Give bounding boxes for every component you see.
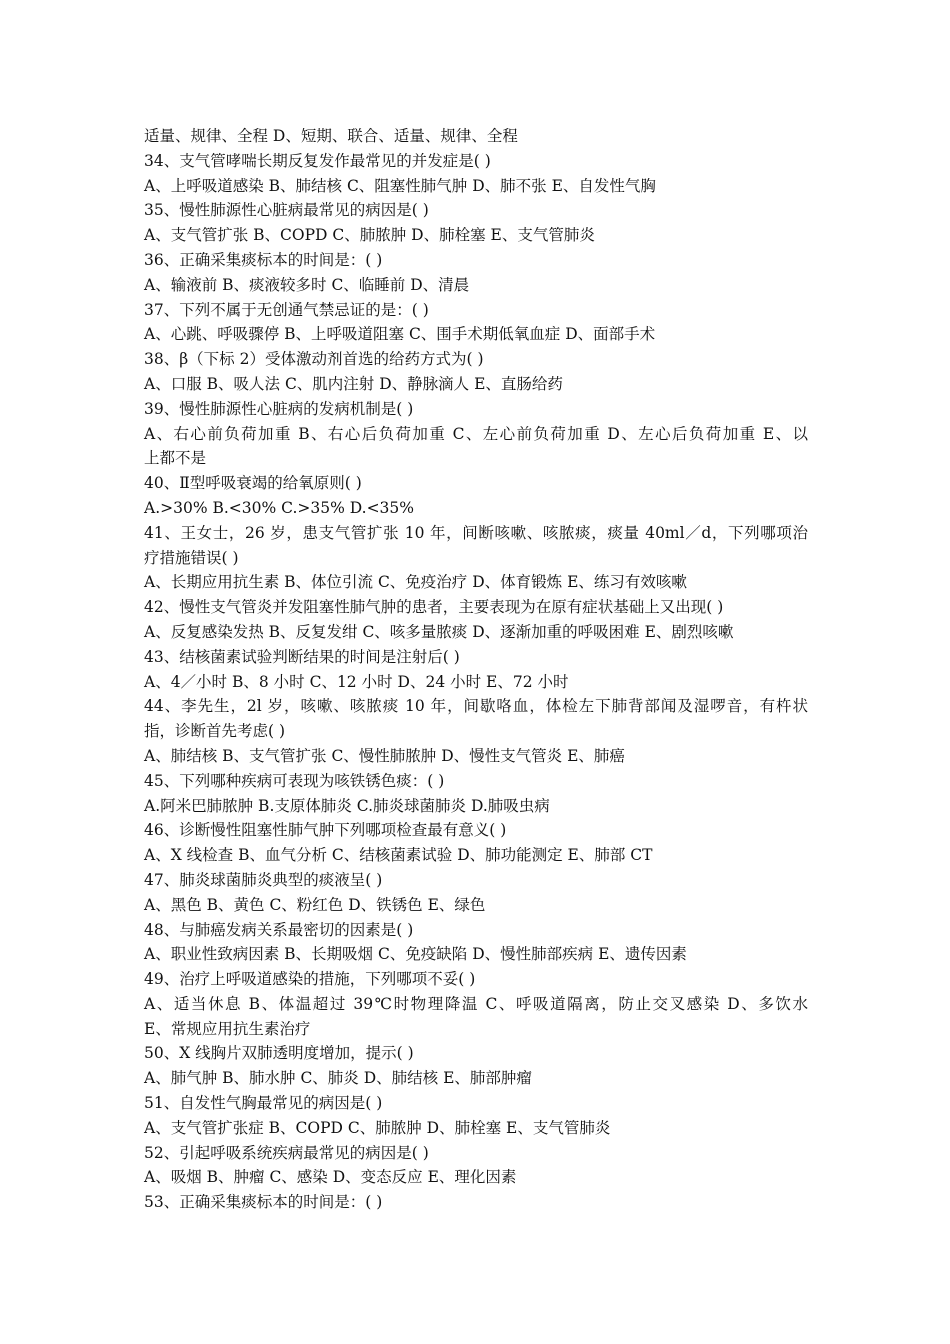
- text-line: A、职业性致病因素 B、长期吸烟 C、免疫缺陷 D、慢性肺部疾病 E、遗传因素: [144, 945, 687, 964]
- text-line: 40、Ⅱ型呼吸衰竭的给氧原则( ): [144, 474, 362, 493]
- text-line: 35、慢性肺源性心脏病最常见的病因是( ): [144, 201, 429, 220]
- text-line: A、输液前 B、痰液较多时 C、临睡前 D、清晨: [144, 275, 470, 294]
- text-line: A.阿米巴肺脓肿 B.支原体肺炎 C.肺炎球菌肺炎 D.肺吸虫病: [144, 796, 550, 815]
- text-line: 41、王女士，26 岁，患支气管扩张 10 年，间断咳嗽、咳脓痰，痰量 40ml／d，下列哪项治: [144, 523, 808, 542]
- text-line: 51、自发性气胸最常见的病因是( ): [144, 1094, 383, 1113]
- text-line: 36、正确采集痰标本的时间是：( ): [144, 250, 383, 269]
- document-body: [144, 124, 808, 1215]
- text-line: A、口服 B、吸人法 C、肌内注射 D、静脉滴人 E、直肠给药: [144, 374, 563, 393]
- text-line: 39、慢性肺源性心脏病的发病机制是( ): [144, 399, 414, 418]
- text-line: 52、引起呼吸系统疾病最常见的病因是( ): [144, 1143, 429, 1162]
- text-line: 43、结核菌素试验判断结果的时间是注射后( ): [144, 647, 460, 666]
- text-line: A、黑色 B、黄色 C、粉红色 D、铁锈色 E、绿色: [144, 895, 486, 914]
- text-line: A、适当休息 B、体温超过 39℃时物理降温 C、呼吸道隔离，防止交叉感染 D、多饮水: [144, 994, 808, 1013]
- text-line: 34、支气管哮喘长期反复发作最常见的并发症是( ): [144, 151, 491, 170]
- text-line: 50、X 线胸片双肺透明度增加，提示( ): [144, 1044, 414, 1063]
- text-line: A、支气管扩张症 B、COPD C、肺脓肿 D、肺栓塞 E、支气管肺炎: [144, 1118, 611, 1137]
- text-line: 上都不是: [144, 449, 207, 468]
- text-line: A、反复感染发热 B、反复发绀 C、咳多量脓痰 D、逐渐加重的呼吸困难 E、剧烈咳嗽: [144, 622, 734, 641]
- text-line: 38、β（下标 2）受体激动剂首选的给药方式为( ): [144, 350, 484, 369]
- text-line: 适量、规律、全程 D、短期、联合、适量、规律、全程: [144, 127, 518, 145]
- text-line: E、常规应用抗生素治疗: [144, 1019, 311, 1038]
- text-line: A、上呼吸道感染 B、肺结核 C、阻塞性肺气肿 D、肺不张 E、自发性气胸: [144, 176, 656, 195]
- text-line: 37、下列不属于无创通气禁忌证的是：( ): [144, 300, 429, 319]
- text-line: A、4／小时 B、8 小时 C、12 小时 D、24 小时 E、72 小时: [144, 672, 569, 691]
- text-line: 疗措施错误( ): [144, 548, 239, 567]
- text-line: 48、与肺癌发病关系最密切的因素是( ): [144, 920, 414, 939]
- text-line: 46、诊断慢性阻塞性肺气肿下列哪项检查最有意义( ): [144, 821, 507, 840]
- text-line: 47、肺炎球菌肺炎典型的痰液呈( ): [144, 870, 383, 889]
- text-line: 44、李先生，2l 岁，咳嗽、咳脓痰 10 年，间歇咯血，体检左下肺背部闻及湿啰音，有杵状: [144, 697, 808, 716]
- text-line: 42、慢性支气管炎并发阻塞性肺气肿的患者，主要表现为在原有症状基础上又出现( ): [144, 598, 724, 617]
- text-line: A、X 线检查 B、血气分析 C、结核菌素试验 D、肺功能测定 E、肺部 CT: [144, 846, 653, 865]
- text-line: A、吸烟 B、肿瘤 C、感染 D、变态反应 E、理化因素: [144, 1168, 517, 1187]
- text-line: A、肺气肿 B、肺水肿 C、肺炎 D、肺结核 E、肺部肿瘤: [144, 1069, 532, 1088]
- text-line: A、长期应用抗生素 B、体位引流 C、免疫治疗 D、体育锻炼 E、练习有效咳嗽: [144, 573, 687, 592]
- text-line: 45、下列哪种疾病可表现为咳铁锈色痰：( ): [144, 771, 445, 790]
- text-line: 49、治疗上呼吸道感染的措施，下列哪项不妥( ): [144, 970, 476, 989]
- text-line: 53、正确采集痰标本的时间是：( ): [144, 1193, 383, 1212]
- text-line: A、右心前负荷加重 B、右心后负荷加重 C、左心前负荷加重 D、左心后负荷加重 E、以: [144, 424, 808, 443]
- text-line: A、心跳、呼吸骤停 B、上呼吸道阻塞 C、围手术期低氧血症 D、面部手术: [144, 325, 656, 344]
- text-line: 指，诊断首先考虑( ): [144, 722, 286, 741]
- text-line: A、支气管扩张 B、COPD C、肺脓肿 D、肺栓塞 E、支气管肺炎: [144, 226, 595, 245]
- text-line: A、肺结核 B、支气管扩张 C、慢性肺脓肿 D、慢性支气管炎 E、肺癌: [144, 746, 625, 765]
- text-line: A.>30% B.<30% C.>35% D.<35%: [144, 498, 415, 517]
